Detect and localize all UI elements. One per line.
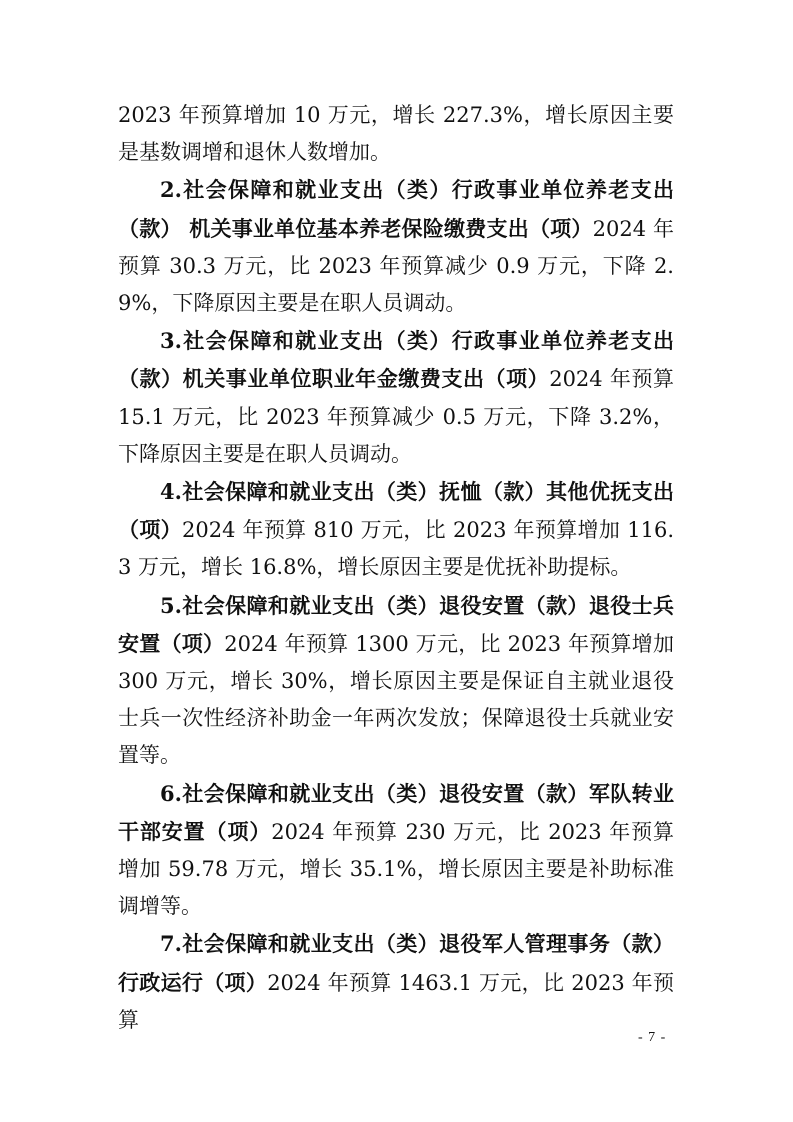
paragraph-3-heading: 3.社会保障和就业支出（类）行政事业单位养老支出（款）机关事业单位职业年金缴费支出（项） [118, 328, 674, 392]
paragraph-6-text: 2024 年预算 230 万元，比 2023 年预算增加 59.78 万元，增长 35.1%，增长原因主要是补助标准调增等。 [118, 819, 674, 919]
paragraph-6-heading: 6.社会保障和就业支出（类）退役安置（款）军队转业干部安置（项） [118, 780, 674, 844]
page-number: - 7 - [638, 1030, 667, 1045]
paragraph-1-text: 2023 年预算增加 10 万元，增长 227.3%，增长原因主要是基数调增和退休人数增加。 [118, 103, 674, 165]
paragraph-4 [118, 473, 674, 587]
paragraph-4-heading: 4.社会保障和就业支出（类）抚恤（款）其他优抚支出（项） [118, 479, 674, 543]
paragraph-2-heading: 2.社会保障和就业支出（类）行政事业单位养老支出（款） 机关事业单位基本养老保险缴费支出（项） [118, 177, 674, 241]
paragraph-7 [118, 925, 674, 1039]
paragraph-2 [118, 171, 674, 322]
document-body [118, 96, 674, 1039]
paragraph-6 [118, 775, 674, 926]
paragraph-5-text: 2024 年预算 1300 万元，比 2023 年预算增加 300 万元，增长 30%，增长原因主要是保证自主就业退役士兵一次性经济补助金一年两次发放；保障退役士兵就业安置等。 [118, 631, 674, 768]
paragraph-3-text: 2024 年预算 15.1 万元，比 2023 年预算减少 0.5 万元，下降 3.2%，下降原因主要是在职人员调动。 [118, 367, 675, 466]
paragraph-3 [118, 322, 674, 473]
paragraph-7-heading: 7.社会保障和就业支出（类）退役军人管理事务（款）行政运行（项） [118, 931, 674, 995]
paragraph-5 [118, 587, 674, 775]
paragraph-1 [118, 96, 674, 171]
paragraph-2-text: 2024 年预算 30.3 万元，比 2023 年预算减少 0.9 万元，下降 2.9%，下降原因主要是在职人员调动。 [118, 216, 674, 316]
paragraph-5-heading: 5.社会保障和就业支出（类）退役安置（款）退役士兵安置（项） [118, 592, 674, 656]
paragraph-4-text: 2024 年预算 810 万元，比 2023 年预算增加 116.3 万元，增长 16.8%，增长原因主要是优抚补助提标。 [118, 518, 674, 580]
paragraph-7-text: 2024 年预算 1463.1 万元，比 2023 年预算 [118, 970, 674, 1032]
